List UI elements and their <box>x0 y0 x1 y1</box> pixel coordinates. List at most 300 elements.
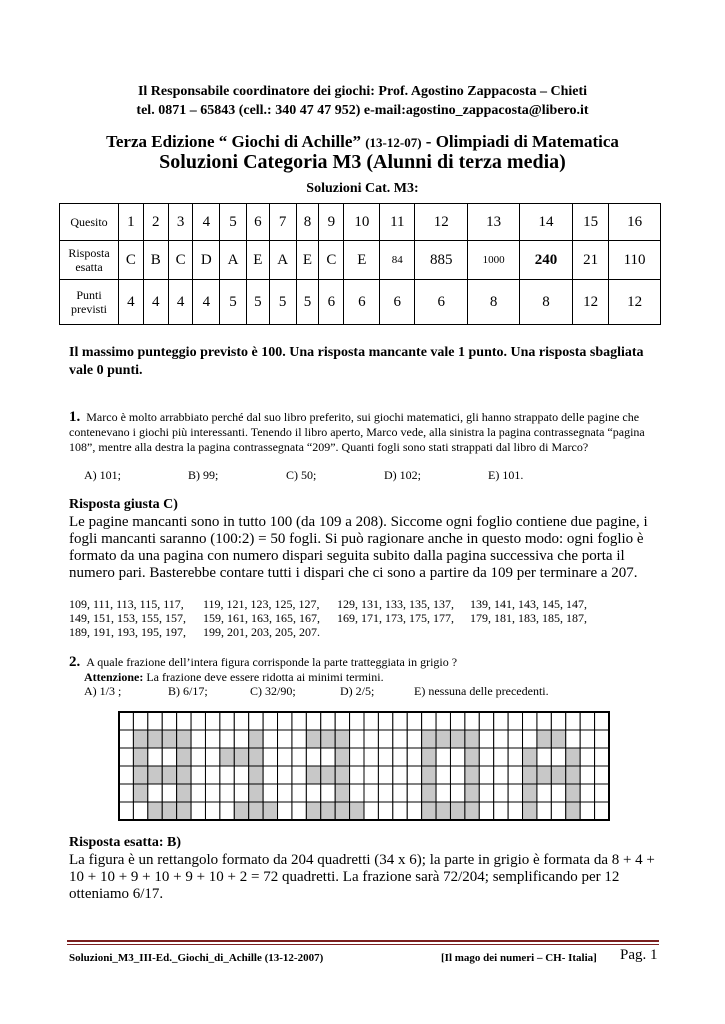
question-text: A quale frazione dell’intera figura corrisponde la parte tratteggiata in grigio ? <box>86 655 458 669</box>
grid-cell <box>335 712 349 730</box>
grid-cell <box>407 784 421 802</box>
quesito-cell: 15 <box>573 204 609 241</box>
grid-cell <box>306 748 320 766</box>
grid-cell <box>234 784 248 802</box>
sequence-group: 189, 191, 193, 195, 197, <box>69 625 186 639</box>
grid-cell <box>191 748 205 766</box>
punti-cell: 8 <box>520 280 573 325</box>
shaded-cell <box>249 802 263 820</box>
grid-cell <box>350 784 364 802</box>
risposta-cell: 240 <box>520 241 573 280</box>
shaded-cell <box>422 784 436 802</box>
grid-cell <box>436 784 450 802</box>
grid-cell <box>306 712 320 730</box>
grid-cell <box>350 712 364 730</box>
shaded-cell <box>523 766 537 784</box>
sequence-group: 169, 171, 173, 175, 177, <box>337 611 454 625</box>
shaded-cell <box>566 784 580 802</box>
risposta-cell: A <box>269 241 296 280</box>
question-1 <box>69 410 669 455</box>
grid-cell <box>220 784 234 802</box>
grid-cell <box>205 748 219 766</box>
punti-cell: 12 <box>573 280 609 325</box>
risposta-cell: E <box>246 241 269 280</box>
grid-cell <box>306 784 320 802</box>
footer-divider <box>67 944 659 945</box>
shaded-cell <box>162 730 176 748</box>
grid-cell <box>580 748 594 766</box>
grid-cell <box>595 748 609 766</box>
shaded-cell <box>321 766 335 784</box>
answer-2-title: Risposta esatta: B) <box>69 835 181 850</box>
risposta-cell: C <box>119 241 144 280</box>
grid-cell <box>119 784 133 802</box>
quesito-cell: 11 <box>380 204 415 241</box>
footer-filename: Soluzioni_M3_III-Ed._Giochi_di_Achille (13-12-2007) <box>69 952 324 964</box>
risposta-cell: 110 <box>609 241 661 280</box>
risposta-cell: D <box>193 241 220 280</box>
grid-cell <box>580 766 594 784</box>
sequence-group: 199, 201, 203, 205, 207. <box>203 625 320 639</box>
grid-cell <box>278 748 292 766</box>
grid-cell <box>292 712 306 730</box>
grid-cell <box>537 748 551 766</box>
grid-cell <box>508 730 522 748</box>
shaded-grid-figure <box>117 710 611 822</box>
grid-cell <box>508 784 522 802</box>
quesito-cell: 1 <box>119 204 144 241</box>
grid-cell <box>321 712 335 730</box>
grid-cell <box>479 730 493 748</box>
shaded-cell <box>335 748 349 766</box>
sequence-row <box>69 625 669 639</box>
grid-cell <box>407 802 421 820</box>
contact-line: tel. 0871 – 65843 (cell.: 340 47 47 952) e-mail:agostino_zappacosta@libero.it <box>136 103 589 118</box>
grid-cell <box>393 730 407 748</box>
grid-cell <box>479 712 493 730</box>
sequence-row <box>69 611 669 625</box>
scoring-rules: Il massimo punteggio previsto è 100. Una risposta mancante vale 1 punto. Una risposta sbagliata vale 0 punti. <box>69 345 644 378</box>
risposta-cell: A <box>220 241 247 280</box>
grid-cell <box>191 802 205 820</box>
grid-cell <box>321 748 335 766</box>
grid-cell <box>278 784 292 802</box>
punti-cell: 4 <box>143 280 168 325</box>
grid-cell <box>595 784 609 802</box>
grid-cell <box>551 802 565 820</box>
grid-cell <box>595 766 609 784</box>
grid-cell <box>537 802 551 820</box>
shaded-cell <box>523 802 537 820</box>
punti-cell: 5 <box>296 280 319 325</box>
shaded-cell <box>335 766 349 784</box>
grid-cell <box>551 748 565 766</box>
grid-cell <box>162 712 176 730</box>
grid-cell <box>407 748 421 766</box>
punti-cell: 5 <box>246 280 269 325</box>
grid-cell <box>133 802 147 820</box>
punti-cell: 6 <box>319 280 344 325</box>
shaded-cell <box>450 730 464 748</box>
quesito-cell: 13 <box>468 204 520 241</box>
grid-cell <box>278 766 292 784</box>
grid-cell <box>479 766 493 784</box>
grid-cell <box>393 712 407 730</box>
question-2-options <box>84 684 644 699</box>
shaded-cell <box>321 802 335 820</box>
shaded-cell <box>306 766 320 784</box>
grid-cell <box>148 784 162 802</box>
shaded-cell <box>450 802 464 820</box>
grid-cell <box>350 730 364 748</box>
grid-cell <box>292 766 306 784</box>
question-text: Marco è molto arrabbiato perché dal suo libro preferito, sui giochi matematici, gli hanno strappato delle pagine che contenevano i giochi più interessanti. Tenendo il libro aperto, Marco vede, alla sinistra la pagina contrassegnata “pagina 108”, mentre alla destra la pagina contrassegnata “209”. Quanti fogli sono stati strappati dal libro di Marco? <box>69 410 645 454</box>
shaded-cell <box>335 730 349 748</box>
grid-cell <box>162 748 176 766</box>
quesito-cell: 9 <box>319 204 344 241</box>
grid-cell <box>292 730 306 748</box>
grid-cell <box>494 748 508 766</box>
grid-cell <box>278 730 292 748</box>
grid-cell <box>436 766 450 784</box>
grid-cell <box>508 712 522 730</box>
grid-cell <box>321 784 335 802</box>
grid-cell <box>263 730 277 748</box>
grid-cell <box>119 748 133 766</box>
grid-cell <box>278 802 292 820</box>
option-d: D) 102; <box>384 468 421 482</box>
quesito-cell: 5 <box>220 204 247 241</box>
grid-cell <box>350 766 364 784</box>
grid-cell <box>508 766 522 784</box>
solutions-table <box>59 203 661 325</box>
grid-cell <box>378 748 392 766</box>
shaded-cell <box>177 802 191 820</box>
grid-cell <box>162 784 176 802</box>
question-2 <box>69 655 669 685</box>
grid-cell <box>292 748 306 766</box>
shaded-cell <box>177 748 191 766</box>
risposta-cell: E <box>296 241 319 280</box>
grid-cell <box>378 766 392 784</box>
question-number: 1. <box>69 409 81 425</box>
attention-text: La frazione deve essere ridotta ai minimi termini. <box>143 670 384 684</box>
row-label-punti: Punti previsti <box>60 280 119 325</box>
grid-cell <box>191 766 205 784</box>
grid-cell <box>191 784 205 802</box>
shaded-cell <box>148 766 162 784</box>
shaded-cell <box>523 784 537 802</box>
coordinator-line: Il Responsabile coordinatore dei giochi: Prof. Agostino Zappacosta – Chieti <box>137 84 588 99</box>
row-label-risposta: Risposta esatta <box>60 241 119 280</box>
grid-cell <box>278 712 292 730</box>
grid-cell <box>205 802 219 820</box>
option-b: B) 6/17; <box>168 684 208 698</box>
punti-cell: 5 <box>220 280 247 325</box>
quesito-cell: 3 <box>168 204 193 241</box>
sequence-group: 179, 181, 183, 185, 187, <box>470 611 587 625</box>
shaded-cell <box>162 766 176 784</box>
grid-cell <box>378 784 392 802</box>
table-row-punti <box>60 280 661 325</box>
footer-credit: [Il mago dei numeri – CH- Italia] <box>441 952 597 964</box>
risposta-cell: 21 <box>573 241 609 280</box>
shaded-cell <box>249 730 263 748</box>
shaded-cell <box>465 748 479 766</box>
grid-cell <box>234 730 248 748</box>
risposta-cell: B <box>143 241 168 280</box>
shaded-cell <box>350 802 364 820</box>
grid-cell <box>537 712 551 730</box>
shaded-cell <box>422 802 436 820</box>
grid-cell <box>234 766 248 784</box>
quesito-cell: 14 <box>520 204 573 241</box>
option-e: E) nessuna delle precedenti. <box>414 684 549 698</box>
grid-cell <box>580 712 594 730</box>
grid-cell <box>364 802 378 820</box>
grid-cell <box>148 712 162 730</box>
grid-cell <box>364 730 378 748</box>
grid-cell <box>580 730 594 748</box>
grid-cell <box>220 730 234 748</box>
grid-cell <box>494 766 508 784</box>
grid-cell <box>393 748 407 766</box>
grid-cell <box>580 802 594 820</box>
shaded-cell <box>234 802 248 820</box>
option-c: C) 32/90; <box>250 684 296 698</box>
grid-cell <box>364 784 378 802</box>
punti-cell: 6 <box>415 280 468 325</box>
risposta-cell: C <box>319 241 344 280</box>
grid-cell <box>436 748 450 766</box>
grid-cell <box>450 766 464 784</box>
grid-cell <box>479 802 493 820</box>
grid-cell <box>133 712 147 730</box>
punti-cell: 4 <box>193 280 220 325</box>
shaded-cell <box>133 730 147 748</box>
shaded-cell <box>133 766 147 784</box>
question-1-options <box>84 468 644 483</box>
quesito-cell: 6 <box>246 204 269 241</box>
grid-cell <box>191 730 205 748</box>
shaded-cell <box>234 748 248 766</box>
grid-cell <box>393 802 407 820</box>
punti-cell: 5 <box>269 280 296 325</box>
quesito-cell: 10 <box>344 204 380 241</box>
shaded-cell <box>321 730 335 748</box>
quesito-cell: 4 <box>193 204 220 241</box>
table-row-quesito <box>60 204 661 241</box>
grid-cell <box>479 784 493 802</box>
shaded-cell <box>551 730 565 748</box>
sequence-group: 149, 151, 153, 155, 157, <box>69 611 186 625</box>
grid-cell <box>119 730 133 748</box>
shaded-cell <box>177 730 191 748</box>
quesito-cell: 7 <box>269 204 296 241</box>
grid-cell <box>393 784 407 802</box>
grid-cell <box>450 784 464 802</box>
shaded-cell <box>249 766 263 784</box>
table-row-risposta <box>60 241 661 280</box>
quesito-cell: 12 <box>415 204 468 241</box>
shaded-cell <box>566 766 580 784</box>
shaded-cell <box>523 748 537 766</box>
grid-cell <box>580 784 594 802</box>
attention-line <box>69 670 384 684</box>
page-title: Soluzioni Categoria M3 (Alunni di terza media) <box>159 151 566 173</box>
grid-cell <box>523 730 537 748</box>
option-a: A) 1/3 ; <box>84 684 122 698</box>
grid-cell <box>407 730 421 748</box>
shaded-cell <box>566 802 580 820</box>
grid-cell <box>508 802 522 820</box>
footer-divider <box>67 940 659 942</box>
grid-cell <box>119 802 133 820</box>
shaded-cell <box>436 802 450 820</box>
shaded-cell <box>263 802 277 820</box>
grid-cell <box>205 712 219 730</box>
grid-cell <box>494 784 508 802</box>
answer-1-title: Risposta giusta C) <box>69 497 178 512</box>
grid-cell <box>551 712 565 730</box>
shaded-cell <box>537 766 551 784</box>
shaded-cell <box>436 730 450 748</box>
risposta-cell: E <box>344 241 380 280</box>
grid-cell <box>407 712 421 730</box>
shaded-cell <box>465 730 479 748</box>
grid-cell <box>364 712 378 730</box>
risposta-cell: 84 <box>380 241 415 280</box>
option-d: D) 2/5; <box>340 684 375 698</box>
shaded-cell <box>306 802 320 820</box>
shaded-cell <box>465 766 479 784</box>
shaded-cell <box>422 766 436 784</box>
punti-cell: 6 <box>380 280 415 325</box>
sequence-group: 139, 141, 143, 145, 147, <box>470 597 587 611</box>
grid-cell <box>148 748 162 766</box>
grid-cell <box>479 748 493 766</box>
grid-cell <box>177 712 191 730</box>
grid-cell <box>436 712 450 730</box>
grid-cell <box>292 802 306 820</box>
page-number: Pag. 1 <box>620 947 658 963</box>
shaded-cell <box>177 766 191 784</box>
grid-cell <box>407 766 421 784</box>
grid-cell <box>566 712 580 730</box>
category-label: Soluzioni Cat. M3: <box>306 181 419 196</box>
punti-cell: 4 <box>119 280 144 325</box>
grid-cell <box>263 766 277 784</box>
grid-cell <box>119 712 133 730</box>
grid-cell <box>263 748 277 766</box>
shaded-cell <box>220 748 234 766</box>
edition-title <box>0 132 725 152</box>
risposta-cell: C <box>168 241 193 280</box>
edition-title-a: Terza Edizione “ Giochi di Achille” <box>106 132 366 151</box>
shaded-cell <box>551 766 565 784</box>
grid-cell <box>263 784 277 802</box>
grid-cell <box>595 802 609 820</box>
option-b: B) 99; <box>188 468 219 482</box>
edition-title-b: - Olimpiadi di Matematica <box>421 132 619 151</box>
quesito-cell: 2 <box>143 204 168 241</box>
quesito-cell: 16 <box>609 204 661 241</box>
option-a: A) 101; <box>84 468 121 482</box>
odd-sequence <box>69 597 669 639</box>
shaded-cell <box>335 784 349 802</box>
question-number: 2. <box>69 654 81 670</box>
grid-cell <box>364 748 378 766</box>
grid-cell <box>119 766 133 784</box>
grid-cell <box>350 748 364 766</box>
grid-cell <box>292 784 306 802</box>
grid-cell <box>465 712 479 730</box>
grid-cell <box>205 766 219 784</box>
shaded-cell <box>148 802 162 820</box>
shaded-cell <box>249 748 263 766</box>
grid-cell <box>494 730 508 748</box>
shaded-cell <box>422 730 436 748</box>
option-c: C) 50; <box>286 468 317 482</box>
shaded-cell <box>306 730 320 748</box>
grid-cell <box>205 730 219 748</box>
shaded-cell <box>465 802 479 820</box>
answer-1-text: Le pagine mancanti sono in tutto 100 (da 109 a 208). Siccome ogni foglio contiene due pagine, i fogli mancanti saranno (100:2) = 50 fogli. Si può ragionare anche in questo modo: ogni foglio è formato da una pagina con numero dispari seguita subito dalla pagina successiva che porta il numero pari. Basterebbe contare tutti i dispari che ci sono a partire da 109 per terminare a 207. <box>69 514 648 581</box>
shaded-cell <box>133 748 147 766</box>
grid-cell <box>551 784 565 802</box>
quesito-cell: 8 <box>296 204 319 241</box>
shaded-cell <box>133 784 147 802</box>
grid-cell <box>595 712 609 730</box>
grid-cell <box>537 784 551 802</box>
punti-cell: 4 <box>168 280 193 325</box>
grid-cell <box>249 712 263 730</box>
grid-cell <box>220 802 234 820</box>
row-label-quesito: Quesito <box>60 204 119 241</box>
shaded-cell <box>422 748 436 766</box>
grid-cell <box>378 802 392 820</box>
grid-cell <box>234 712 248 730</box>
risposta-cell: 885 <box>415 241 468 280</box>
shaded-cell <box>465 784 479 802</box>
grid-cell <box>378 730 392 748</box>
grid-cell <box>508 748 522 766</box>
sequence-group: 129, 131, 133, 135, 137, <box>337 597 454 611</box>
shaded-cell <box>148 730 162 748</box>
shaded-cell <box>162 802 176 820</box>
punti-cell: 6 <box>344 280 380 325</box>
grid-cell <box>191 712 205 730</box>
grid-cell <box>220 712 234 730</box>
grid-cell <box>450 712 464 730</box>
punti-cell: 8 <box>468 280 520 325</box>
shaded-cell <box>335 802 349 820</box>
shaded-cell <box>177 784 191 802</box>
grid-cell <box>566 730 580 748</box>
edition-date: (13-12-07) <box>365 135 422 150</box>
grid-cell <box>393 766 407 784</box>
sequence-row <box>69 597 669 611</box>
grid-cell <box>523 712 537 730</box>
risposta-cell: 1000 <box>468 241 520 280</box>
grid-cell <box>494 712 508 730</box>
grid-cell <box>494 802 508 820</box>
grid-cell <box>263 712 277 730</box>
shaded-cell <box>249 784 263 802</box>
grid-cell <box>595 730 609 748</box>
grid-cell <box>364 766 378 784</box>
sequence-group: 119, 121, 123, 125, 127, <box>203 597 320 611</box>
